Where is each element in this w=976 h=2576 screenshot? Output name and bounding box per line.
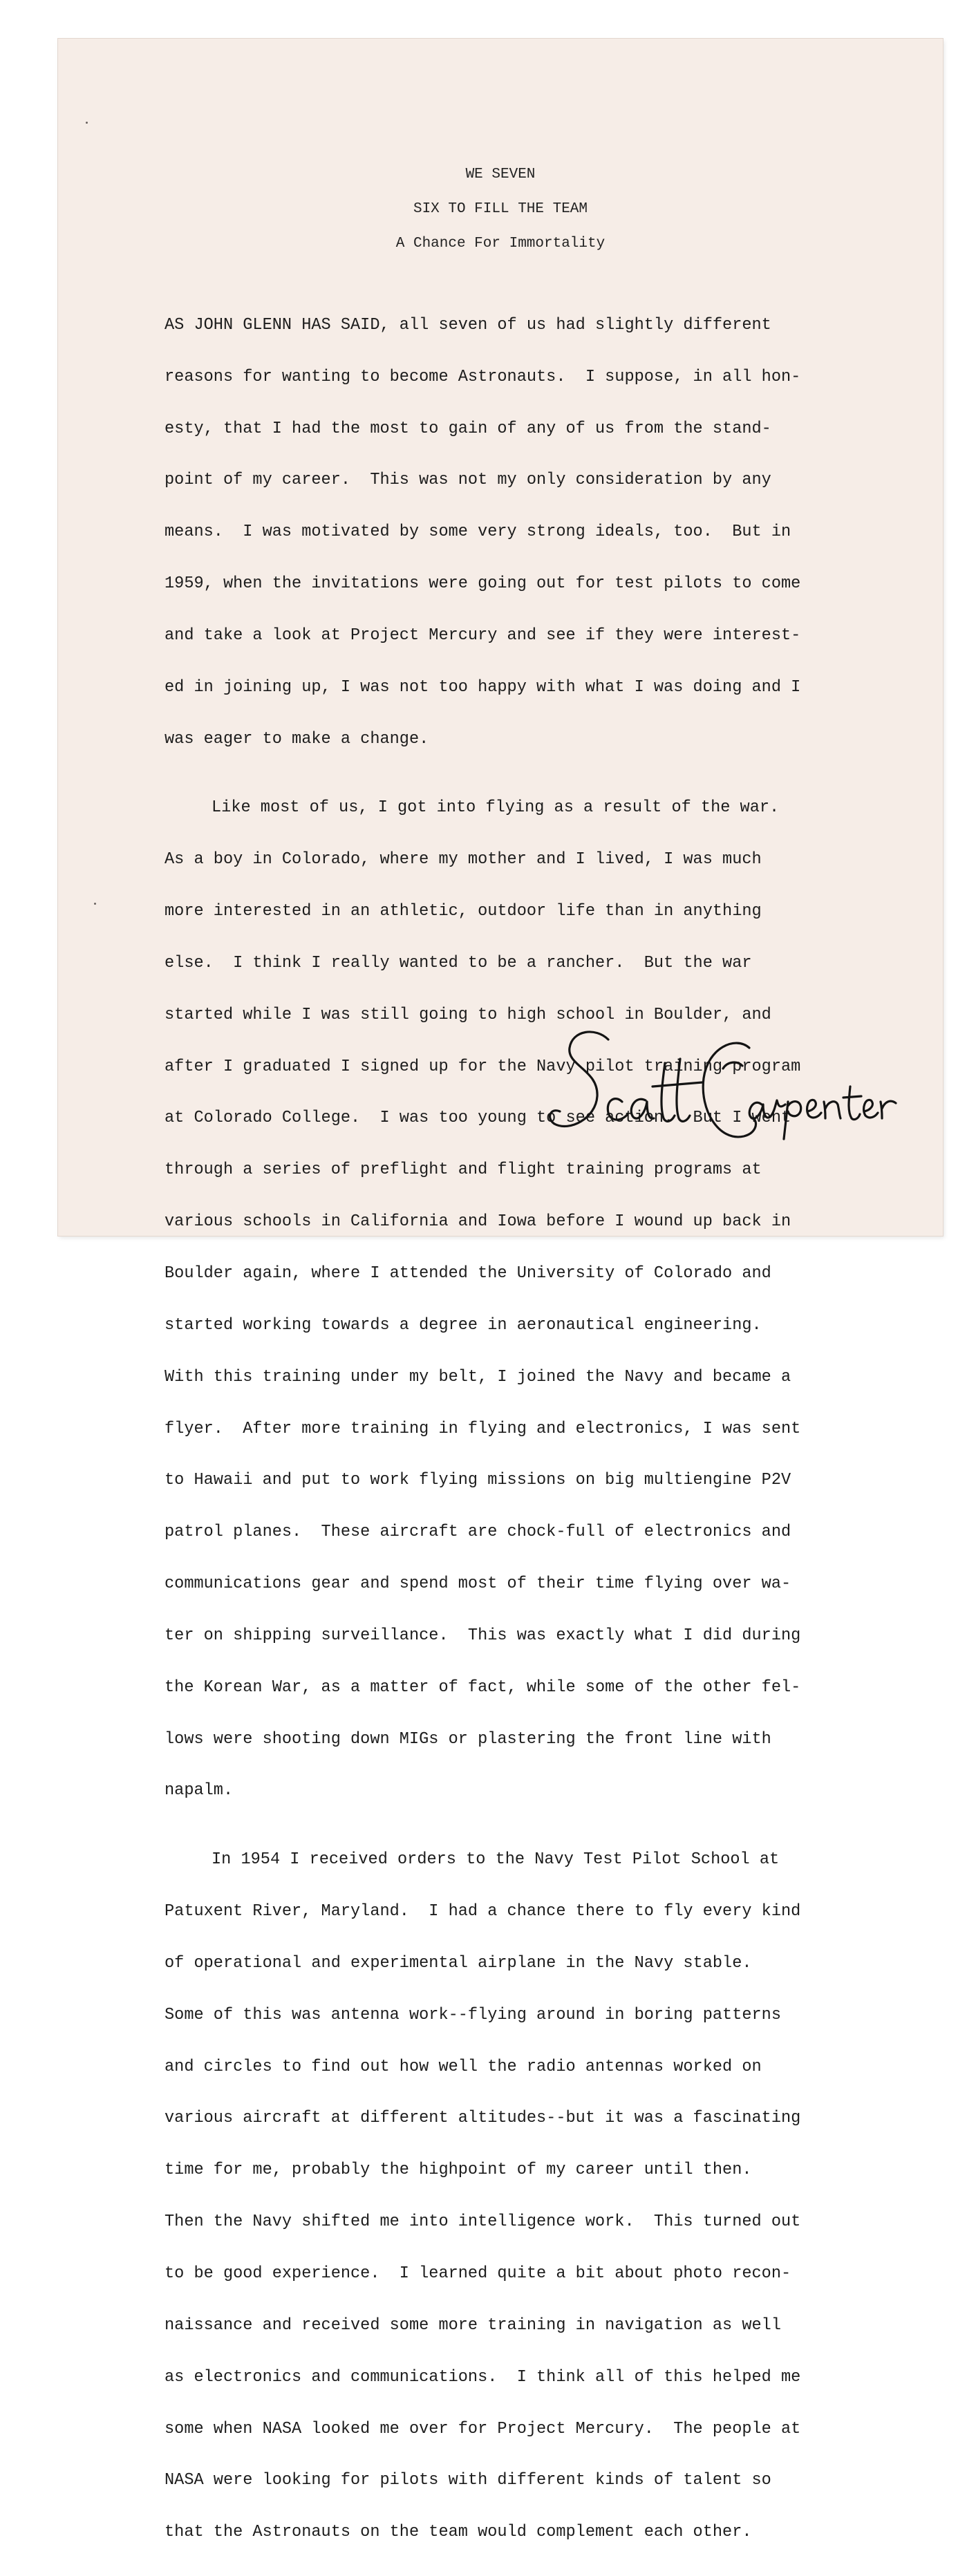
- text-line: more interested in an athletic, outdoor life than in anything: [165, 902, 762, 921]
- text-line: various schools in California and Iowa before I wound up back in: [165, 1212, 791, 1232]
- text-line: AS JOHN GLENN HAS SAID, all seven of us had slightly different: [165, 315, 771, 335]
- text-line: NASA were looking for pilots with different kinds of talent so: [165, 2471, 771, 2490]
- text-line: was eager to make a change.: [165, 729, 429, 749]
- text-line: through a series of preflight and flight training programs at: [165, 1160, 762, 1180]
- text-line: ed in joining up, I was not too happy with what I was doing and I: [165, 677, 801, 697]
- text-line: and take a look at Project Mercury and see if they were interest-: [165, 626, 801, 645]
- text-line: some when NASA looked me over for Project Mercury. The people at: [165, 2419, 801, 2438]
- text-line: as electronics and communications. I think all of this helped me: [165, 2367, 801, 2387]
- text-line: napalm.: [165, 1781, 234, 1801]
- text-line: the Korean War, as a matter of fact, while some of the other fel-: [165, 1677, 801, 1697]
- document-body: [165, 265, 849, 2576]
- text-line: Then the Navy shifted me into intelligence work. This turned out: [165, 2212, 801, 2232]
- text-line: patrol planes. These aircraft are chock-full of electronics and: [165, 1523, 791, 1542]
- text-line: Like most of us, I got into flying as a result of the war.: [212, 798, 780, 818]
- text-line: else. I think I really wanted to be a rancher. But the war: [165, 953, 752, 972]
- text-line: communications gear and spend most of their time flying over wa-: [165, 1574, 791, 1594]
- text-line: point of my career. This was not my only consideration by any: [165, 471, 771, 490]
- text-line: to be good experience. I learned quite a bit about photo recon-: [165, 2264, 791, 2283]
- document-headings: [58, 158, 943, 261]
- text-line: flyer. After more training in flying and electronics, I was sent: [165, 1419, 801, 1438]
- text-line: Some of this was antenna work--flying around in boring patterns: [165, 2005, 781, 2024]
- text-line: As a boy in Colorado, where my mother and I lived, I was much: [165, 850, 762, 869]
- text-line: and circles to find out how well the radio antennas worked on: [165, 2057, 762, 2076]
- document-title: WE SEVEN: [465, 167, 536, 182]
- text-line: that the Astronauts on the team would complement each other.: [165, 2523, 752, 2542]
- text-line: various aircraft at different altitudes--but it was a fascinating: [165, 2109, 801, 2128]
- text-line: started while I was still going to high school in Boulder, and: [165, 1005, 771, 1024]
- document-page: [58, 39, 943, 2542]
- document-subtitle: SIX TO FILL THE TEAM: [413, 201, 588, 217]
- text-line: With this training under my belt, I joined the Navy and became a: [165, 1367, 791, 1386]
- text-line: lows were shooting down MIGs or plastering the front line with: [165, 1729, 771, 1749]
- text-line: reasons for wanting to become Astronauts. I suppose, in all hon-: [165, 367, 801, 386]
- text-line: esty, that I had the most to gain of any of us from the stand-: [165, 419, 771, 438]
- text-line: after I graduated I signed up for the Navy pilot training program: [165, 1057, 801, 1076]
- text-line: means. I was motivated by some very strong ideals, too. But in: [165, 523, 791, 542]
- signature-drawing: [542, 1020, 901, 1151]
- handwritten-signature: [542, 1020, 901, 1151]
- text-line: Patuxent River, Maryland. I had a chance there to fly every kind: [165, 1902, 801, 1921]
- paper-speck: [86, 122, 88, 124]
- text-line: ter on shipping surveillance. This was exactly what I did during: [165, 1626, 801, 1645]
- text-line: to Hawaii and put to work flying missions on big multiengine P2V: [165, 1471, 791, 1490]
- text-line: naissance and received some more training in navigation as well: [165, 2315, 781, 2335]
- text-line: 1959, when the invitations were going out for test pilots to come: [165, 574, 801, 594]
- text-line: Boulder again, where I attended the University of Colorado and: [165, 1264, 771, 1283]
- text-line: of operational and experimental airplane in the Navy stable.: [165, 1953, 752, 1973]
- paper-speck: [94, 903, 96, 905]
- text-line: In 1954 I received orders to the Navy Test Pilot School at: [212, 1850, 780, 1870]
- document-tagline: A Chance For Immortality: [395, 236, 606, 252]
- text-line: at Colorado College. I was too young to see action. But I went: [165, 1109, 791, 1128]
- text-line: time for me, probably the highpoint of my career until then.: [165, 2161, 752, 2180]
- text-line: started working towards a degree in aeronautical engineering.: [165, 1315, 762, 1335]
